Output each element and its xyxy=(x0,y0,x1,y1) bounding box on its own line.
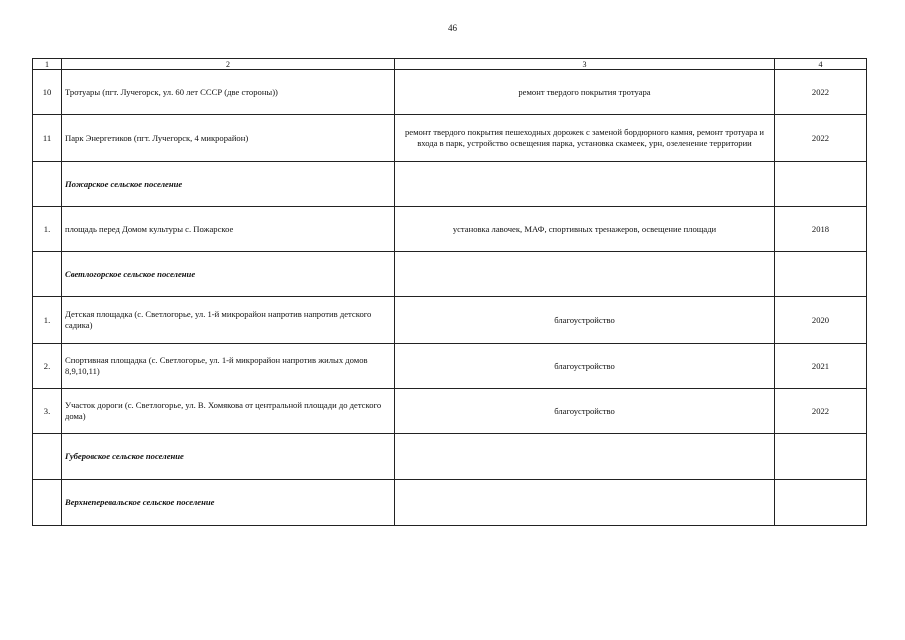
row-object: Парк Энергетиков (пгт. Лучегорск, 4 микрорайон) xyxy=(62,115,395,162)
table-row xyxy=(33,297,867,344)
row-number: 2. xyxy=(33,344,62,389)
row-works: ремонт твердого покрытия тротуара xyxy=(395,70,775,115)
header-col-year: 4 xyxy=(775,59,867,70)
header-col-number: 1 xyxy=(33,59,62,70)
row-number xyxy=(33,252,62,297)
row-year: 2022 xyxy=(775,115,867,162)
row-object: площадь перед Домом культуры с. Пожарское xyxy=(62,207,395,252)
row-number xyxy=(33,162,62,207)
row-year: 2020 xyxy=(775,297,867,344)
row-year: 2022 xyxy=(775,389,867,434)
row-number xyxy=(33,480,62,526)
row-works: благоустройство xyxy=(395,389,775,434)
row-number: 1. xyxy=(33,207,62,252)
row-object: Детская площадка (с. Светлогорье, ул. 1-й микрорайон напротив напротив детского садика) xyxy=(62,297,395,344)
row-year xyxy=(775,252,867,297)
row-works xyxy=(395,480,775,526)
row-number: 3. xyxy=(33,389,62,434)
row-works: ремонт твердого покрытия пешеходных дорожек с заменой бордюрного камня, ремонт тротуара и входа в парк, устройство освещения парка, установка скамеек, урн, озеленение территории xyxy=(395,115,775,162)
row-object: Участок дороги (с. Светлогорье, ул. В. Хомякова от центральной площади до детского дома) xyxy=(62,389,395,434)
row-year xyxy=(775,434,867,480)
header-col-works: 3 xyxy=(395,59,775,70)
row-works xyxy=(395,434,775,480)
row-year xyxy=(775,480,867,526)
table-row xyxy=(33,344,867,389)
section-row xyxy=(33,162,867,207)
row-object: Тротуары (пгт. Лучегорск, ул. 60 лет СССР (две стороны)) xyxy=(62,70,395,115)
section-title: Губеровское сельское поселение xyxy=(62,434,395,480)
header-row xyxy=(33,59,867,70)
row-works: установка лавочек, МАФ, спортивных тренажеров, освещение площади xyxy=(395,207,775,252)
row-number: 11 xyxy=(33,115,62,162)
section-title: Светлогорское сельское поселение xyxy=(62,252,395,297)
section-title: Верхнеперевальское сельское поселение xyxy=(62,480,395,526)
row-number xyxy=(33,434,62,480)
row-year: 2021 xyxy=(775,344,867,389)
section-row xyxy=(33,480,867,526)
table-row xyxy=(33,70,867,115)
row-object: Спортивная площадка (с. Светлогорье, ул. 1-й микрорайон напротив жилых домов 8,9,10,11) xyxy=(62,344,395,389)
row-year: 2022 xyxy=(775,70,867,115)
row-number: 10 xyxy=(33,70,62,115)
section-title: Пожарское сельское поселение xyxy=(62,162,395,207)
row-year: 2018 xyxy=(775,207,867,252)
table-row xyxy=(33,389,867,434)
row-works: благоустройство xyxy=(395,297,775,344)
row-year xyxy=(775,162,867,207)
row-works xyxy=(395,162,775,207)
table-row xyxy=(33,115,867,162)
table-row xyxy=(33,207,867,252)
section-row xyxy=(33,434,867,480)
header-col-object: 2 xyxy=(62,59,395,70)
works-table xyxy=(32,58,867,526)
page-number: 46 xyxy=(448,23,457,33)
section-row xyxy=(33,252,867,297)
row-works: благоустройство xyxy=(395,344,775,389)
row-number: 1. xyxy=(33,297,62,344)
row-works xyxy=(395,252,775,297)
